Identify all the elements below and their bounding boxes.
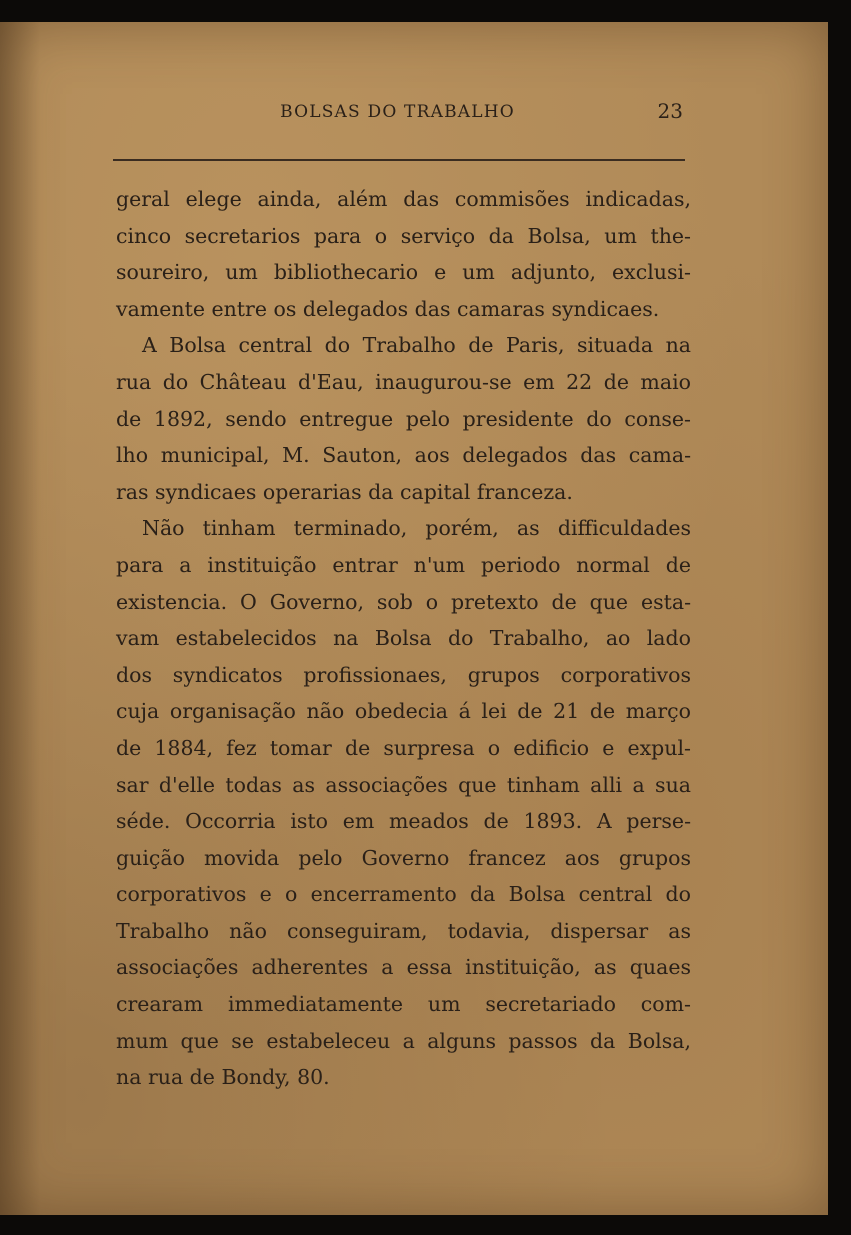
text-line: vam estabelecidos na Bolsa do Trabalho, ao lado [116,626,691,651]
text-line: rua do Château d'Eau, inaugurou-se em 22 de maio [116,369,691,394]
text-line: existencia. O Governo, sob o pretexto de que esta- [116,589,691,614]
text-line: cuja organisação não obedecia á lei de 21 de março [116,699,691,724]
text-line: mum que se estabeleceu a alguns passos da Bolsa, [116,1028,691,1053]
text-line: A Bolsa central do Trabalho de Paris, situada na [142,333,691,358]
text-line: Trabalho não conseguiram, todavia, dispersar as [116,918,691,943]
page-binding-edge [0,22,40,1215]
text-line: lho municipal, M. Sauton, aos delegados das cama- [116,443,691,468]
text-line: dos syndicatos profissionaes, grupos corporativos [116,662,691,687]
text-line: para a instituição entrar n'um periodo normal de [116,552,691,577]
page-number: 23 [657,99,683,123]
text-line: de 1884, fez tomar de surpresa o edificio e expul- [116,735,691,760]
text-line: crearam immediatamente um secretariado com- [116,992,691,1017]
text-line: sar d'elle todas as associações que tinham alli a sua [116,772,691,797]
text-line: associações adherentes a essa instituição, as quaes [116,955,691,980]
text-line: guição movida pelo Governo francez aos grupos [116,845,691,870]
text-line: soureiro, um bibliothecario e um adjunto, exclusi- [116,260,691,285]
text-line: na rua de Bondy, 80. [116,1065,330,1090]
text-line: vamente entre os delegados das camaras syndicaes. [116,296,660,321]
header-rule [113,159,685,161]
text-line: Não tinham terminado, porém, as difficuldades [142,516,691,541]
running-title: BOLSAS DO TRABALHO [280,102,515,122]
text-line: de 1892, sendo entregue pelo presidente do conse- [116,406,691,431]
text-line: geral elege ainda, além das commisões indicadas, [116,187,691,211]
text-line: corporativos e o encerramento da Bolsa central do [116,882,691,907]
text-line: cinco secretarios para o serviço da Bolsa, um the- [116,223,691,248]
text-line: séde. Occorria isto em meados de 1893. A perse- [116,809,691,834]
page-header [110,98,685,128]
body-text [116,181,691,1096]
text-line: ras syndicaes operarias da capital franceza. [116,479,573,504]
